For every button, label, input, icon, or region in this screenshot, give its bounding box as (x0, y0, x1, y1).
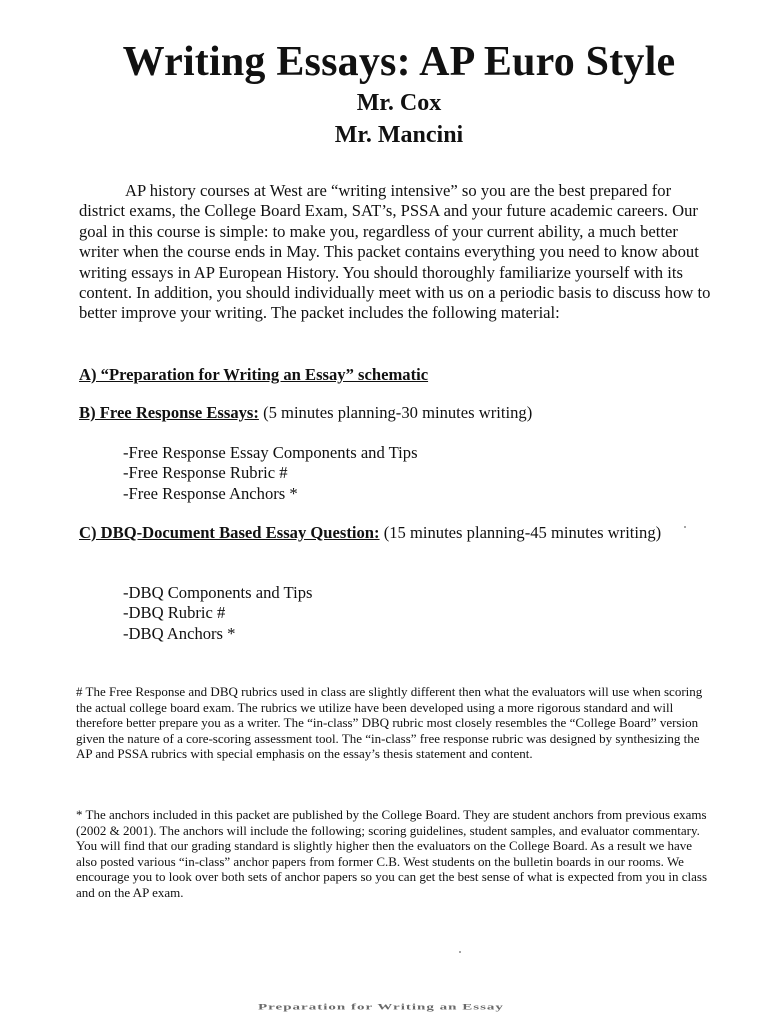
rubric-footnote: # The Free Response and DBQ rubrics used in class are slightly different then what the evaluators will use when scoring the actual college board exam. The rubrics we utilize have been developed using a more rigorous standard and will therefore better prepare you as a writer. The “in-class” DBQ rubric most closely resembles the “College Board” version given the nature of a core-scoring assessment tool. The “in-class” free response rubric was designed by synthesizing the AP and PSSA rubrics with special emphasis on the essay’s thesis statement and content. (76, 684, 703, 762)
list-item: -DBQ Anchors * (123, 623, 236, 643)
section-a-label: A) “Preparation for Writing an Essay” schematic (79, 365, 429, 384)
list-item: -Free Response Essay Components and Tips (123, 443, 418, 462)
next-page-heading-fragment: Preparation for Writing an Essay (258, 1003, 504, 1012)
section-c-list (123, 583, 312, 644)
section-b-list (123, 443, 418, 504)
anchors-footnote: * The anchors included in this packet are published by the College Board. They are student anchors from previous exams (2002 & 2001). The anchors will include the following; scoring guidelines, student samples, and evaluator commentary. You will find that our grading standard is slightly higher then the evaluators on the College Board. As a result we have also posted various “in-class” anchor papers from former C.B. West students on the bulletin boards in our rooms. We encourage you to look over both sets of anchor papers so you can get the best sense of what is expected from you in class and on the AP exam. (76, 807, 708, 900)
document-title: Writing Essays: AP Euro Style (122, 39, 676, 85)
scan-speck (459, 951, 461, 953)
list-item: -Free Response Rubric # (123, 463, 288, 483)
scan-speck (684, 526, 686, 528)
author-mancini: Mr. Mancini (334, 122, 464, 148)
section-b-label: B) Free Response Essays: (79, 403, 259, 422)
section-a-heading (79, 365, 719, 385)
list-item: -DBQ Rubric # (123, 603, 226, 623)
section-c-label: C) DBQ-Document Based Essay Question: (79, 523, 380, 542)
author-cox: Mr. Cox (356, 90, 442, 116)
section-b-detail: (5 minutes planning-30 minutes writing) (258, 403, 533, 422)
list-item: -DBQ Components and Tips (123, 583, 313, 602)
list-item: -Free Response Anchors * (123, 483, 298, 503)
intro-paragraph: AP history courses at West are “writing intensive” so you are the best prepared for district exams, the College Board Exam, SAT’s, PSSA and your future academic careers. Our goal in this course is simple: to make you, regardless of your current ability, a much better writer when the course ends in May. This packet contains everything you need to know about writing essays in AP European History. You should thoroughly familiarize yourself with its content. In addition, you should individually meet with us on a periodic basis to discuss how to better improve your writing. The packet includes the following material: (79, 181, 711, 323)
section-b-heading (79, 403, 719, 423)
section-c-detail: (15 minutes planning-45 minutes writing) (379, 523, 662, 542)
section-c-heading (79, 523, 719, 543)
